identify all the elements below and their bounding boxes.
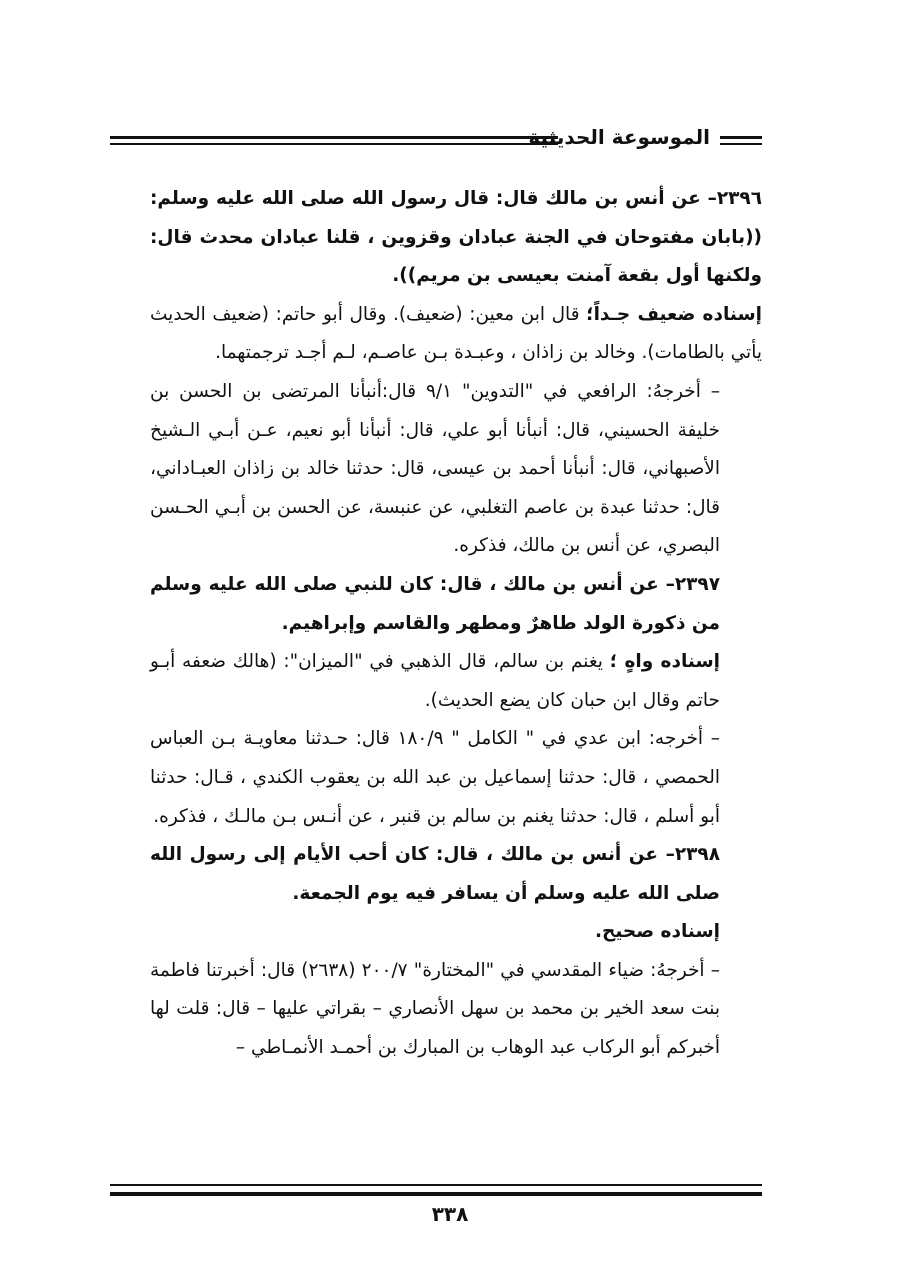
isnad-grade-2397 (150, 643, 762, 720)
hadith-2398 (150, 836, 762, 913)
paragraph-text: إسناده صحيح. (594, 921, 720, 943)
grade-lead: إسناده واهٍ ؛ (609, 651, 720, 673)
grade-lead: إسناده ضعيف جـداً؛ (586, 303, 762, 325)
paragraph-text: – أخرجهُ: ضياء المقدسي في "المختارة" ٢٠٠/٧ (٢٦٣٨) قال: أخبرتنا فاطمة بنت سعد الخير بن محمد بن سهل الأنصاري – بقراتي عليها – قال: قلت لها أخبركم أبو الركاب عبد الوهاب بن المبارك بن أحمـد الأنمـاطي – (150, 959, 720, 1059)
header-title: الموسوعة الحديثية (528, 125, 710, 149)
takhrij-2396 (150, 373, 762, 566)
paragraph-text: ٢٣٩٦– عن أنس بن مالك قال: قال رسول الله صلى الله عليه وسلم: ((بابان مفتوحان في الجنة عبادان وقزوين ، قلنا عبادان محدث قال: ولكنها أول بقعة آمنت بعيسى بن مريم)). (150, 188, 762, 287)
running-header (110, 125, 762, 158)
footer-rule (110, 1184, 762, 1196)
hadith-2397 (150, 566, 762, 643)
paragraph-text: ٢٣٩٨– عن أنس بن مالك ، قال: كان أحب الأيام إلى رسول الله صلى الله عليه وسلم أن يسافر فيه يوم الجمعة. (150, 844, 720, 904)
page-body (150, 180, 762, 1068)
takhrij-2397 (150, 720, 762, 836)
takhrij-2398 (150, 952, 762, 1068)
isnad-grade-2398 (150, 913, 762, 952)
isnad-grade-2396 (150, 296, 762, 373)
paragraph-text: قال ابن معين: (ضعيف). وقال أبو حاتم: (ضعيف الحديث يأتي بالطامات). وخالد بن زاذان ، وعبـدة بـن عاصـم، لـم أجـد ترجمتهما. (150, 303, 762, 364)
paragraph-text: – أخرجه: ابن عدي في " الكامل " ١٨٠/٩ قال: حـدثنا معاويـة بـن العباس الحمصي ، قال: حدثنا إسماعيل بن عبد الله بن يعقوب الكندي ، قـال: حدثنا أبو أسلم ، قال: حدثنا يغنم بن سالم بن قنبر ، عن أنـس بـن مالـك ، فذكره. (150, 728, 720, 827)
hadith-2396 (150, 180, 762, 296)
paragraph-text: يغنم بن سالم، قال الذهبي في "الميزان": (هالك ضعفه أبـو حاتم وقال ابن حبان كان يضع الحديث). (150, 651, 720, 711)
header-rule-right (720, 136, 762, 145)
paragraph-text: – أخرجهُ: الرافعي في "التدوين" ٩/١ قال:أنبأنا المرتضى بن الحسن بن خليفة الحسيني، قال: أنبأنا أبو علي، قال: أنبأنا أبو نعيم، عـن أبـي الـشيخ الأصبهاني، قال: أنبأنا أحمد بن عيسى، قال: حدثنا خالد بن زاذان العبـاداني، قال: حدثنا عبدة بن عاصم التغلبي، عن عنبسة، عن الحسن بن أبـي الحـسن البصري، عن أنس بن مالك، فذكره. (150, 380, 720, 557)
paragraph-text: ٢٣٩٧– عن أنس بن مالك ، قال: كان للنبي صلى الله عليه وسلم من ذكورة الولد طاهرٌ ومطهر والقاسم وإبراهيم. (150, 573, 720, 634)
page-number: ٣٣٨ (431, 1202, 469, 1226)
header-rule-left (110, 136, 558, 145)
